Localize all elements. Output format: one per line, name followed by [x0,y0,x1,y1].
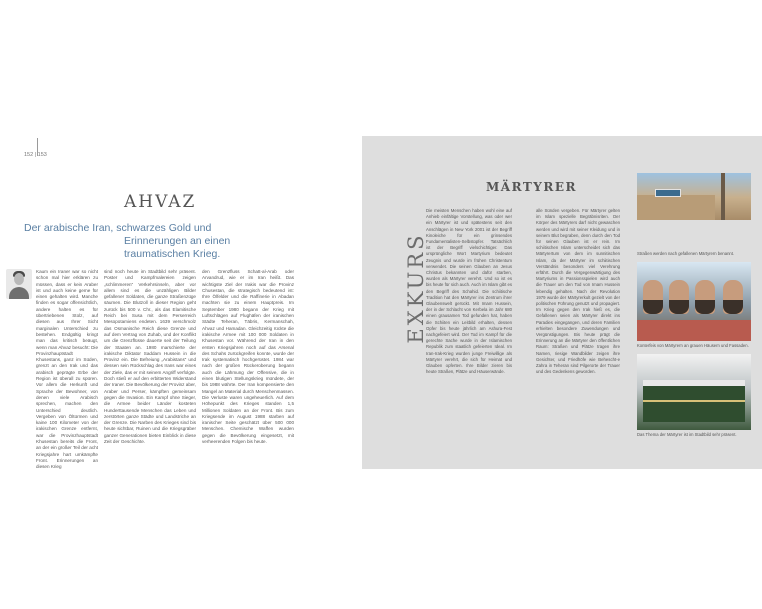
mural-beard [643,300,663,314]
excursus-title: MÄRTYRER [486,180,577,194]
memorial-gate-photo [637,354,751,430]
martyr-mural-photo [637,262,751,341]
left-page [0,136,362,469]
exkurs-text: EXKURS [404,232,428,344]
book-spread [0,136,762,469]
mural-beard [669,300,689,314]
mural-beard [695,300,715,314]
photo-caption-3: Das Thema der Märtyrer ist im Stadtbild sehr präsent. [637,432,737,437]
photo-street-sign [655,189,681,197]
body-text-column-1: Kaum ein Iraner war so nicht schon mal hier erklären zu müssen, dass er kein Araber ist und auch keine geme für einen gehalten wird. Manche finden es sogar offensichtlich, andere halten es für übertriebenen Stolz, auf diesen aus Ihrer Sicht marginalen Unterschied zu bestehen. Endgültig kringt man das kritisch beäugt, wenn man Ahvaz besucht: Die Provinzhauptstadt Khusestans, ganz im Süden, grenzt an den Irak und das arabisch geprägte Erbe der Region ist überall zu spüren. Vor allem die Herkunft und Sprache der Bewohner, von denen viele Arabisch sprechen, machen den Unterschied deutlich. Vergeben von Öltürmen und kaine 100 Kilometer von der irakischen Grenze entfernt, war die Provinzhauptstadt Khusestan bereits die Front, an der ein großer Teil der acht Kriegsjahre hart umkämpfte Front. Erinnerungen an diesen Krieg [36,269,98,470]
photo-gate-trim [643,400,745,402]
mural-banner [637,320,751,341]
right-page [362,136,762,469]
page-numbers: 152 | 153 [24,152,47,158]
street-sign-photo [637,173,751,220]
chapter-title: AHVAZ [124,192,197,212]
photo-wall [637,195,715,220]
mural-beard [723,300,743,314]
excursus-text-column-1: Die meisten Menschen haben wohl eine auf Anhieb einfältige Vorstellung, was oder wer ein Märtyrer ist und spätestens seit den Anschlägen in New York 2001 ist der Begriff Kinoleiche für ein grinsendes Fundamentalisten-Selbstopfer. Tatsächlich ist der Begriff vielschichtiger. Das ursprüngliche Wort Martyrium bedeutet Zeugnis und wurde im frühen Christentum verwendet. Die seinen Glauben an Jesus Christus bekannten und dafür starben, wurden als Märtyrer verehrt. Und so ist es bis heute für sich auch. Auch im Islam gibt es den Begriff des Schahid. Die schiitische Tradition hat den Märtyrer ins Zentrum ihrer Glaubenswelt gerückt. Mit Imam Hussein, der in der Schlacht von Kerbela im Jahr 680 einen grausamen Tod gefunden hat, haben die Schiiten ein Leitbild erhalten, dessen Opfer bis heute jährlich am Ashura-Fest nachgefeiert wird. Der Tod im Kampf für die gerechte Sache wurde in der Islamischen Republik zum staatlich gefeierten Ideal. Im Iran-Irak-Krieg wurden junge Freiwillige als Märtyrer verehrt, die sich für Heimat und Glauben opferten. Ihre Bilder zieren bis heute Straßen, Plätze und Häuserwände. [426,208,512,375]
body-column-2 [104,269,196,445]
subtitle-line-1: Der arabische Iran, schwarzes Gold und [24,222,212,234]
excursus-column-2 [536,208,620,375]
body-column-3 [202,269,294,445]
photo-pole [721,173,725,220]
body-column-1 [6,269,98,471]
excursus-text-column-2: alle Sünden vergeben. Für Märtyrer gelten im Islam spezielle Begräbnisriten. Der Körper des Märtyrers darf nicht gewaschen werden und wird mit seiner Kleidung und in seinem Blut begraben, denn durch den Tod für seinen Glauben ist er rein. Im schiitischen Islam unterscheidet sich das Märtyrertum von dem im sunnitischen Islam, da der Märtyrer im schiitischen Verständnis besonders viel Verehrung erfährt. Durch die Vergegenwärtigung des Martyriums in Passionsspielen wird auch die Trauer um den Tod von Imam Hussein lebendig gehalten. Nach der Revolution 1979 wurde der Märtyrerkult gezielt von der politischen Führung genutzt und propagiert. Im Krieg gegen den Irak hieß es, die Gefallenen seien als Märtyrer direkt ins Paradies eingegangen, und deren Familien erhielten besondere Zuwendungen und Vergünstigungen. Bis heute prägt die Erinnerung an die Märtyrer den öffentlichen Raum: Straßen und Plätze tragen ihre Namen, riesige Wandbilder zeigen ihre Gesichter, und Friedhöfe wie Behescht-e Zahra in Teheran sind Pilgerorte der Trauer und des Gedenkens geworden. [536,208,620,375]
subtitle-line-2: Erinnerungen an einen traumatischen Krieg. [124,235,231,260]
excursus-column-1 [426,208,512,375]
photo-caption-1: Straßen werden nach gefallenen Märtyrern benannt. [637,251,735,256]
body-text-column-2: sind noch heute im Stadtbild sehr präsent. Poster und Kampfmalereien zeigen „schlimmeren“ Verkehrsinseln, aber vor allem sind es die unzähligen Bilder gefallener Soldaten, die ganze Straßenzüge säumen. Die Blutzoll in dieser Region geht zurück bis 500 v. Chr., als das Elamitische Reich bei Susa mit dem Perserreich Mesopotamiens endeten. 1639 verschmolz das Osmanische Reich diese Grenze und auf dem Vertrag von Zuhab, und der Konflikt um die Grenzflüsse dauerte seit der Teilung der Staaten an. 1980 marschierte der irakische Diktator Saddam Hussein in die Provinz ein. Die Befreiung „Arabistans“ und dessen sein Rückschlag des Irans war eines der Ziele, das er mit seinem Angriff verfolgte. Doch stieß er auf den erbitterten Widerstand der Iraner. Die Bevölkerung der Provinz aber, Araber und Perser, kämpften gemeinsam gegen die Invasion. Ein Kampf ohne Sieger, die Armee beider Länder kosteten Hunderttausende Menschen das Leben und zerstörten ganze Städte und Landstriche an der Grenze. Die Narben des Krieges sind bis heute sichtbar, Ruinen und die Kriegsgräber ganzer Generationen bieten Einblick in diese Zeit der Geschichte. [104,269,196,445]
chapter-subtitle [24,222,294,261]
body-text-column-3: den Grenzfluss Schatt-al-Arab oder Arvandrud, wie er im Iran heißt. Das wichtigste Ziel der Irakis war die Provinz Chusestan, die strategisch bedeutend ist: Ihre Ölfelder und die Raffinerie in Abadan machten sie zu einem Hauptpreis. Im September 1980 begann der Krieg mit Luftschlägen auf Flughäfen der iranischen Städte Teheran, Täbris, Kermanschah, Ahvaz und Hamadan. Gleichzeitig rückte die irakische Armee mit 100 000 Soldaten in Khusestan vor. Während der Iran in den ersten Kriegsjahren noch auf das Arsenal des Schahs zurückgreifen konnte, wurde der Irak systematisch hochgerüstet. 1984 war nach der großen Rückeroberung begann auch die Lähmung der Offensive, die in einen blutigen Stellungskrieg mündete, der bis 1988 währte. Der Iran kompensierte den Mangel an Material durch Menschenmassen. Die Verluste waren ungeheuerlich. Auf dem Höhepunkt des Krieges standen 1,5 Millionen Soldaten an der Front. Bis zum Kriegsende im August 1988 starben auf iranischer Seite geschätzt über 500 000 Menschen. Chemische Waffen wurden gegen die Bevölkerung eingesetzt, mit verheerenden Folgen bis heute. [202,269,294,445]
photo-caption-2: Konterfeis von Märtyrern an grauen Häusern und Fassaden. [637,343,749,348]
